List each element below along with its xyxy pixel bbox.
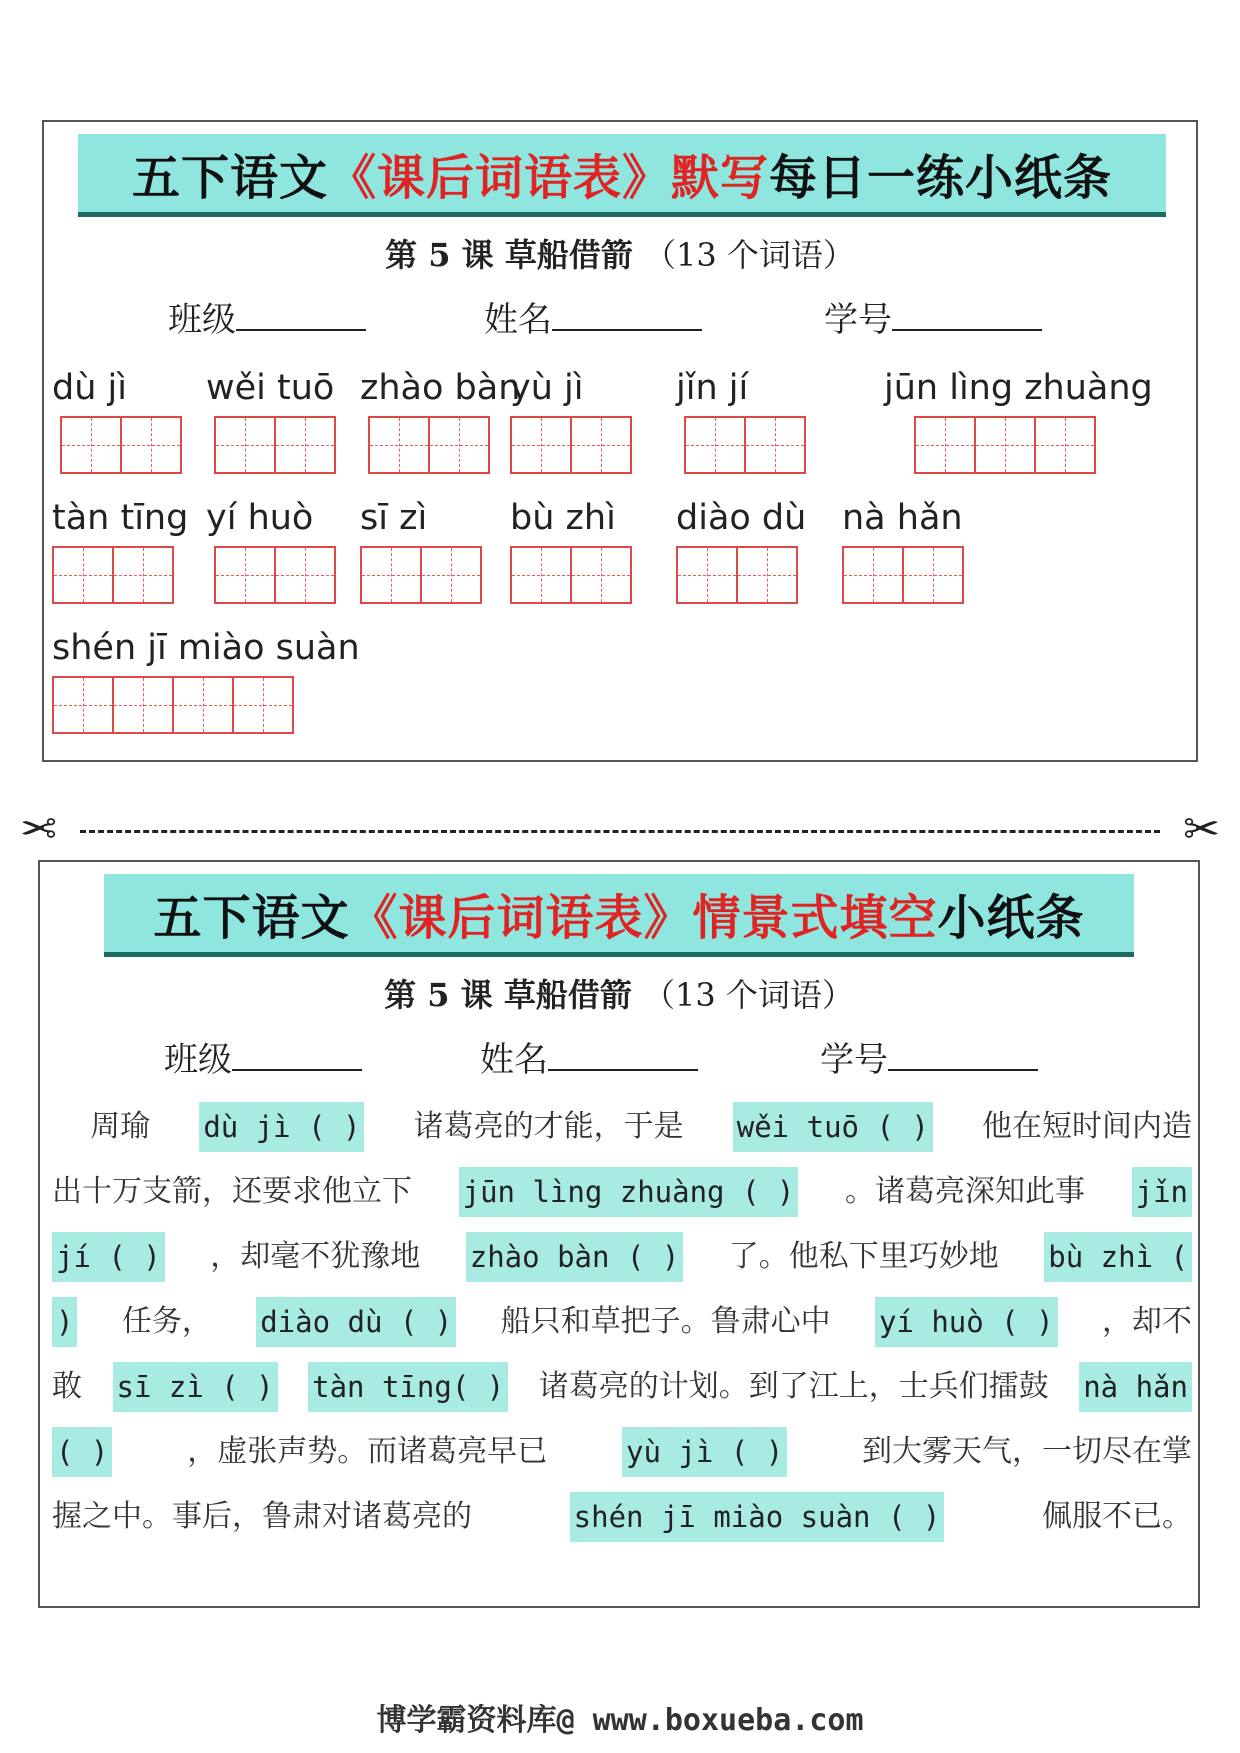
- writing-grid[interactable]: [676, 546, 806, 604]
- tian-zi-cell[interactable]: [52, 546, 114, 604]
- pinyin-label: bù zhì: [510, 498, 616, 538]
- pinyin-blank[interactable]: shén jī miào suàn ( ): [570, 1492, 945, 1542]
- pinyin-blank[interactable]: wěi tuō ( ): [733, 1102, 933, 1152]
- paragraph-line: [52, 1224, 1192, 1289]
- id-field[interactable]: [824, 292, 1042, 341]
- dictation-word: [206, 498, 334, 604]
- pinyin-blank[interactable]: jǐn: [1132, 1167, 1192, 1217]
- story-text: 敢: [52, 1369, 82, 1404]
- scissors-right-icon: ✂: [1183, 804, 1220, 855]
- pinyin-blank[interactable]: sī zì ( ): [113, 1362, 278, 1412]
- class-label: 班级: [164, 1040, 232, 1080]
- tian-zi-cell[interactable]: [172, 676, 234, 734]
- story-text: 了。他私下里巧妙地: [728, 1239, 999, 1274]
- tian-zi-cell[interactable]: [842, 546, 904, 604]
- title-part-3: 每日一练小纸条: [769, 149, 1113, 206]
- pinyin-blank[interactable]: bù zhì (: [1044, 1232, 1192, 1282]
- story-paragraph: [52, 1094, 1192, 1549]
- fill-in-card: [38, 860, 1200, 1608]
- tian-zi-cell[interactable]: [914, 416, 976, 474]
- pinyin-label: nà hǎn: [842, 498, 963, 538]
- story-text: 诸葛亮的计划。到了江上，士兵们擂鼓: [538, 1369, 1049, 1404]
- dictation-word: [206, 368, 334, 474]
- writing-grid[interactable]: [842, 546, 963, 604]
- tian-zi-cell[interactable]: [428, 416, 490, 474]
- tian-zi-cell[interactable]: [420, 546, 482, 604]
- pinyin-blank[interactable]: ): [52, 1297, 77, 1347]
- tian-zi-cell[interactable]: [112, 676, 174, 734]
- dictation-title: [78, 134, 1166, 217]
- tian-zi-cell[interactable]: [570, 546, 632, 604]
- tian-zi-cell[interactable]: [214, 416, 276, 474]
- tian-zi-cell[interactable]: [744, 416, 806, 474]
- tian-zi-cell[interactable]: [60, 416, 122, 474]
- tian-zi-cell[interactable]: [232, 676, 294, 734]
- story-text: ，却毫不犹豫地: [210, 1239, 421, 1274]
- paragraph-line: [52, 1484, 1192, 1549]
- dictation-word: [884, 368, 1153, 474]
- title-part-1: 五下语文: [131, 149, 328, 206]
- dictation-word: [52, 628, 360, 734]
- pinyin-blank[interactable]: nà hǎn: [1079, 1362, 1192, 1412]
- writing-grid[interactable]: [214, 416, 334, 474]
- tian-zi-cell[interactable]: [676, 546, 738, 604]
- lesson-title: 第 5 课 草船借箭: [385, 236, 633, 274]
- title-part-2: 《课后词语表》默写: [327, 149, 769, 206]
- story-text: 他在短时间内造: [981, 1109, 1192, 1144]
- footer-watermark: 博学霸资料库@ www.boxueba.com: [376, 1703, 864, 1738]
- tian-zi-cell[interactable]: [1034, 416, 1096, 474]
- fill-in-title: [104, 874, 1134, 957]
- pinyin-blank[interactable]: yù jì ( ): [622, 1427, 787, 1477]
- pinyin-blank[interactable]: yí huò ( ): [875, 1297, 1058, 1347]
- tian-zi-cell[interactable]: [974, 416, 1036, 474]
- dictation-word: [52, 368, 180, 474]
- pinyin-blank[interactable]: dù jì ( ): [199, 1102, 364, 1152]
- tian-zi-cell[interactable]: [368, 416, 430, 474]
- lesson-count: （13 个词语）: [643, 236, 855, 274]
- dictation-word: [676, 498, 806, 604]
- tian-zi-cell[interactable]: [120, 416, 182, 474]
- story-text: 握之中。事后，鲁肃对诸葛亮的: [52, 1499, 472, 1534]
- dictation-word: [842, 498, 963, 604]
- tian-zi-cell[interactable]: [736, 546, 798, 604]
- pinyin-label: diào dù: [676, 498, 807, 538]
- tian-zi-cell[interactable]: [902, 546, 964, 604]
- pinyin-label: zhào bàn: [360, 368, 521, 408]
- story-text: ，却不: [1101, 1304, 1192, 1339]
- lesson-heading: [44, 230, 1196, 276]
- paragraph-line: [52, 1289, 1192, 1354]
- story-text: ，虚张声势。而诸葛亮早已: [187, 1434, 548, 1469]
- dictation-word: [510, 368, 630, 474]
- tian-zi-cell[interactable]: [570, 416, 632, 474]
- name-field[interactable]: [480, 1032, 698, 1081]
- story-text: 诸葛亮的才能，于是: [413, 1109, 684, 1144]
- dashed-divider: [80, 830, 1160, 833]
- cut-line: [20, 804, 1220, 855]
- tian-zi-cell[interactable]: [360, 546, 422, 604]
- lesson-title: 第 5 课 草船借箭: [384, 976, 632, 1014]
- pinyin-blank[interactable]: tàn tīng( ): [308, 1362, 508, 1412]
- paragraph-line: [52, 1354, 1192, 1419]
- pinyin-label: tàn tīng: [52, 498, 189, 538]
- writing-grid[interactable]: [510, 546, 630, 604]
- scissors-left-icon: ✂: [20, 804, 57, 855]
- id-label: 学号: [820, 1040, 888, 1080]
- pinyin-label: yí huò: [206, 498, 314, 538]
- writing-grid[interactable]: [914, 416, 1153, 474]
- writing-grid[interactable]: [60, 416, 180, 474]
- name-field[interactable]: [484, 292, 702, 341]
- name-label: 姓名: [484, 300, 552, 340]
- story-text: 周瑜: [52, 1109, 151, 1144]
- pinyin-label: dù jì: [52, 368, 127, 408]
- paragraph-line: [52, 1159, 1192, 1224]
- pinyin-label: sī zì: [360, 498, 428, 538]
- dictation-word: [360, 368, 520, 474]
- name-label: 姓名: [480, 1040, 548, 1080]
- dictation-word: [676, 368, 804, 474]
- pinyin-blank[interactable]: jūn lìng zhuàng ( ): [459, 1167, 799, 1217]
- pinyin-blank[interactable]: ( ): [52, 1427, 112, 1477]
- writing-grid[interactable]: [510, 416, 630, 474]
- pinyin-blank[interactable]: jí ( ): [52, 1232, 165, 1282]
- dictation-card: [42, 120, 1198, 762]
- paragraph-line: [52, 1419, 1192, 1484]
- pinyin-blank[interactable]: zhào bàn ( ): [466, 1232, 684, 1282]
- tian-zi-cell[interactable]: [510, 546, 572, 604]
- tian-zi-cell[interactable]: [52, 676, 114, 734]
- pinyin-label: wěi tuō: [206, 368, 335, 408]
- story-text: 任务，: [121, 1304, 212, 1339]
- writing-grid[interactable]: [684, 416, 804, 474]
- tian-zi-cell[interactable]: [274, 416, 336, 474]
- writing-grid[interactable]: [52, 546, 188, 604]
- pinyin-blank[interactable]: diào dù ( ): [256, 1297, 456, 1347]
- story-text: 船只和草把子。鲁肃心中: [500, 1304, 831, 1339]
- writing-grid[interactable]: [214, 546, 334, 604]
- dictation-word: [52, 498, 188, 604]
- tian-zi-cell[interactable]: [274, 546, 336, 604]
- lesson-heading: [40, 970, 1198, 1016]
- pinyin-label: jūn lìng zhuàng: [884, 368, 1153, 408]
- story-text: 到大雾天气，一切尽在掌: [861, 1434, 1192, 1469]
- id-field[interactable]: [820, 1032, 1038, 1081]
- class-field[interactable]: [164, 1032, 362, 1081]
- lesson-count: （13 个词语）: [642, 976, 854, 1014]
- tian-zi-cell[interactable]: [214, 546, 276, 604]
- title-part-1: 五下语文: [153, 889, 350, 946]
- tian-zi-cell[interactable]: [684, 416, 746, 474]
- pinyin-label: yù jì: [510, 368, 584, 408]
- id-label: 学号: [824, 300, 892, 340]
- paragraph-line: [52, 1094, 1192, 1159]
- story-text: 。诸葛亮深知此事: [844, 1174, 1085, 1209]
- story-text: 佩服不已。: [1042, 1499, 1192, 1534]
- tian-zi-cell[interactable]: [510, 416, 572, 474]
- title-part-2: 《课后词语表》情景式填空: [349, 889, 938, 946]
- story-text: 出十万支箭，还要求他立下: [52, 1174, 412, 1209]
- writing-grid[interactable]: [52, 676, 360, 734]
- writing-grid[interactable]: [368, 416, 520, 474]
- class-field[interactable]: [168, 292, 366, 341]
- title-part-3: 小纸条: [937, 889, 1085, 946]
- dictation-word: [360, 498, 480, 604]
- writing-grid[interactable]: [360, 546, 480, 604]
- tian-zi-cell[interactable]: [112, 546, 174, 604]
- dictation-word: [510, 498, 630, 604]
- pinyin-label: shén jī miào suàn: [52, 628, 360, 668]
- class-label: 班级: [168, 300, 236, 340]
- pinyin-label: jǐn jí: [676, 368, 749, 408]
